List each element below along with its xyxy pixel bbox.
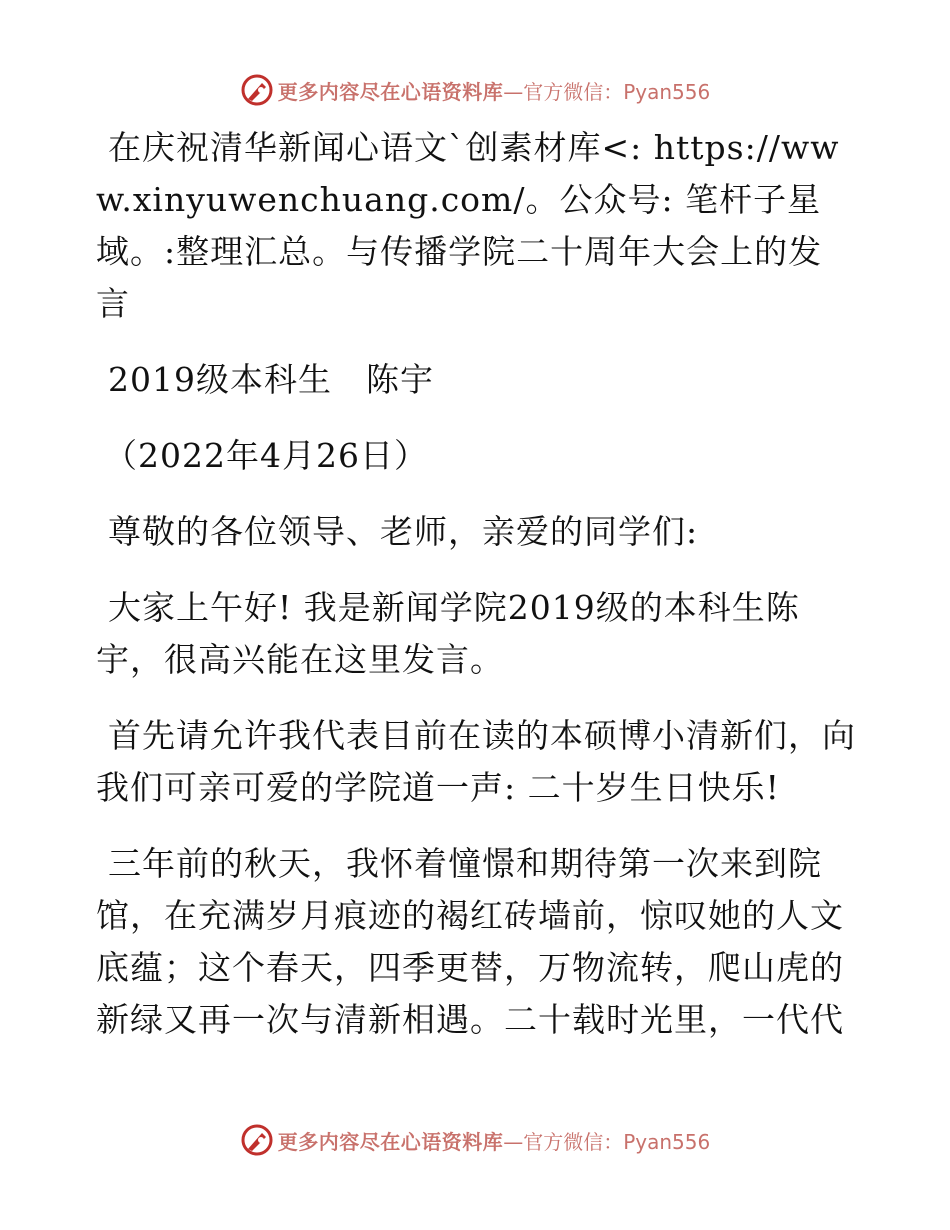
watermark-contact: —官方微信：Pyan556: [503, 79, 711, 104]
salutation: 尊敬的各位领导、老师，亲爱的同学们:: [108, 512, 699, 551]
intro-paragraph: 在庆祝清华新闻心语文`创素材库<: https://www.xinyuwenchuang.com/。公众号: 笔杆子星域。:整理汇总。与传播学院二十周年大会上的发言: [96, 128, 840, 323]
body-paragraph: 三年前的秋天，我怀着憧憬和期待第一次来到院馆，在充满岁月痕迹的褐红砖墙前，惊叹她的人文底蕴；这个春天，四季更替，万物流转，爬山虎的新绿又再一次与清新相遇。二十载时光里，一代代: [96, 844, 844, 1039]
watermark-contact: —官方微信：Pyan556: [503, 1129, 711, 1154]
body-paragraph: 大家上午好! 我是新闻学院2019级的本科生陈宇，很高兴能在这里发言。: [96, 588, 800, 679]
pen-circle-logo-icon: [240, 73, 274, 107]
watermark-brand: 更多内容尽在心语资料库: [277, 79, 504, 104]
document-body: [96, 122, 856, 1070]
date-line: （2022年4月26日）: [104, 436, 428, 475]
body-paragraph: 首先请允许我代表目前在读的本硕博小清新们，向我们可亲可爱的学院道一声: 二十岁生日快乐!: [96, 716, 856, 807]
author-line: 2019级本科生 陈宇: [108, 360, 434, 399]
watermark-brand: 更多内容尽在心语资料库: [277, 1129, 504, 1154]
footer-watermark: [0, 1122, 950, 1158]
pen-circle-logo-icon: [240, 1123, 274, 1157]
header-watermark: [0, 72, 950, 108]
